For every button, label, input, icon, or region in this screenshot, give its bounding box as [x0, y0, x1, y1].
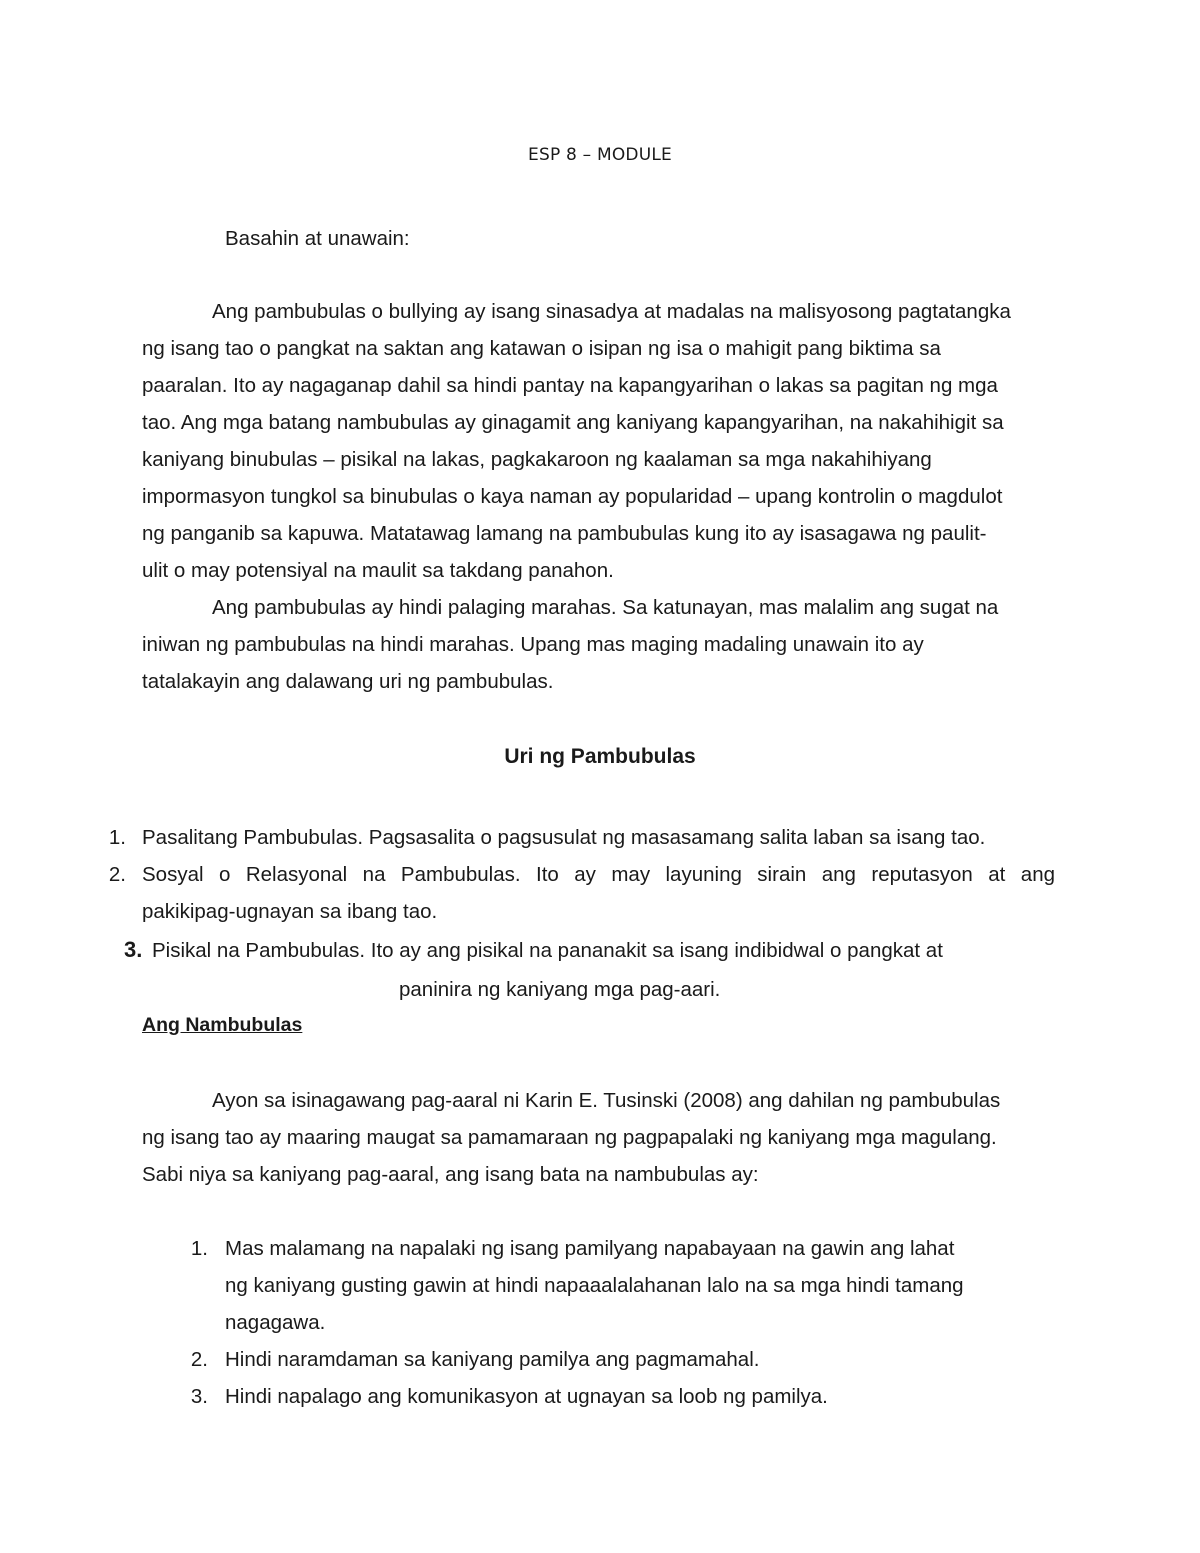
- paragraph-line: impormasyon tungkol sa binubulas o kaya naman ay popularidad – upang kontrolin o magdulot: [142, 485, 1003, 508]
- section-title: Uri ng Pambubulas: [504, 745, 696, 768]
- list-number: 3.: [190, 1385, 208, 1408]
- paragraph-line: paaralan. Ito ay nagaganap dahil sa hindi pantay na kapangyarihan o lakas sa pagitan ng mga: [142, 374, 998, 397]
- list-item: Pisikal na Pambubulas. Ito ay ang pisikal na pananakit sa isang indibidwal o pangkat at: [152, 939, 943, 962]
- list-number: 1.: [190, 1237, 208, 1260]
- list-number: 2.: [190, 1348, 208, 1371]
- list-item: Pasalitang Pambubulas. Pagsasalita o pagsusulat ng masasamang salita laban sa isang tao.: [142, 826, 986, 849]
- paragraph-line: ng panganib sa kapuwa. Matatawag lamang na pambubulas kung ito ay isasagawa ng paulit-: [142, 522, 987, 545]
- list-item-continuation: nagagawa.: [225, 1311, 326, 1334]
- paragraph-line: Sabi niya sa kaniyang pag-aaral, ang isang bata na nambubulas ay:: [142, 1163, 759, 1186]
- paragraph-line: kaniyang binubulas – pisikal na lakas, pagkakaroon ng kaalaman sa mga nakahihiyang: [142, 448, 932, 471]
- paragraph-line: Ayon sa isinagawang pag-aaral ni Karin E. Tusinski (2008) ang dahilan ng pambubulas: [212, 1089, 1001, 1112]
- list-item: Mas malamang na napalaki ng isang pamilyang napabayaan na gawin ang lahat: [225, 1237, 955, 1260]
- paragraph-line: Ang pambubulas o bullying ay isang sinasadya at madalas na malisyosong pagtatangka: [212, 300, 1011, 323]
- list-item: Hindi naramdaman sa kaniyang pamilya ang pagmamahal.: [225, 1348, 760, 1371]
- list-number: 3.: [124, 937, 143, 962]
- paragraph-line: Ang pambubulas ay hindi palaging marahas. Sa katunayan, mas malalim ang sugat na: [212, 596, 999, 619]
- paragraph-line: ng isang tao o pangkat na saktan ang katawan o isipan ng isa o mahigit pang biktima sa: [142, 337, 941, 360]
- paragraph-line: iniwan ng pambubulas na hindi marahas. Upang mas maging madaling unawain ito ay: [142, 633, 924, 656]
- list-number: 1.: [108, 826, 126, 849]
- list-item-continuation: paninira ng kaniyang mga pag-aari.: [399, 978, 721, 1001]
- paragraph-line: ng isang tao ay maaring maugat sa pamamaraan ng pagpapalaki ng kaniyang mga magulang.: [142, 1126, 997, 1149]
- intro-instruction: Basahin at unawain:: [225, 227, 410, 250]
- list-item-continuation: ng kaniyang gusting gawin at hindi napaaalalahanan lalo na sa mga hindi tamang: [225, 1274, 964, 1297]
- paragraph-line: tao. Ang mga batang nambubulas ay ginagamit ang kaniyang kapangyarihan, na nakahihigit sa: [142, 411, 1004, 434]
- list-number: 2.: [108, 863, 126, 886]
- paragraph-line: ulit o may potensiyal na maulit sa takdang panahon.: [142, 559, 614, 582]
- list-item: Sosyal o Relasyonal na Pambubulas. Ito ay may layuning sirain ang reputasyon at ang: [142, 863, 1055, 886]
- list-item-continuation: pakikipag-ugnayan sa ibang tao.: [142, 900, 438, 923]
- list-item: Hindi napalago ang komunikasyon at ugnayan sa loob ng pamilya.: [225, 1385, 828, 1408]
- subheading: Ang Nambubulas: [142, 1014, 303, 1036]
- page-header: ESP 8 – MODULE: [528, 145, 672, 165]
- paragraph-line: tatalakayin ang dalawang uri ng pambubulas.: [142, 670, 554, 693]
